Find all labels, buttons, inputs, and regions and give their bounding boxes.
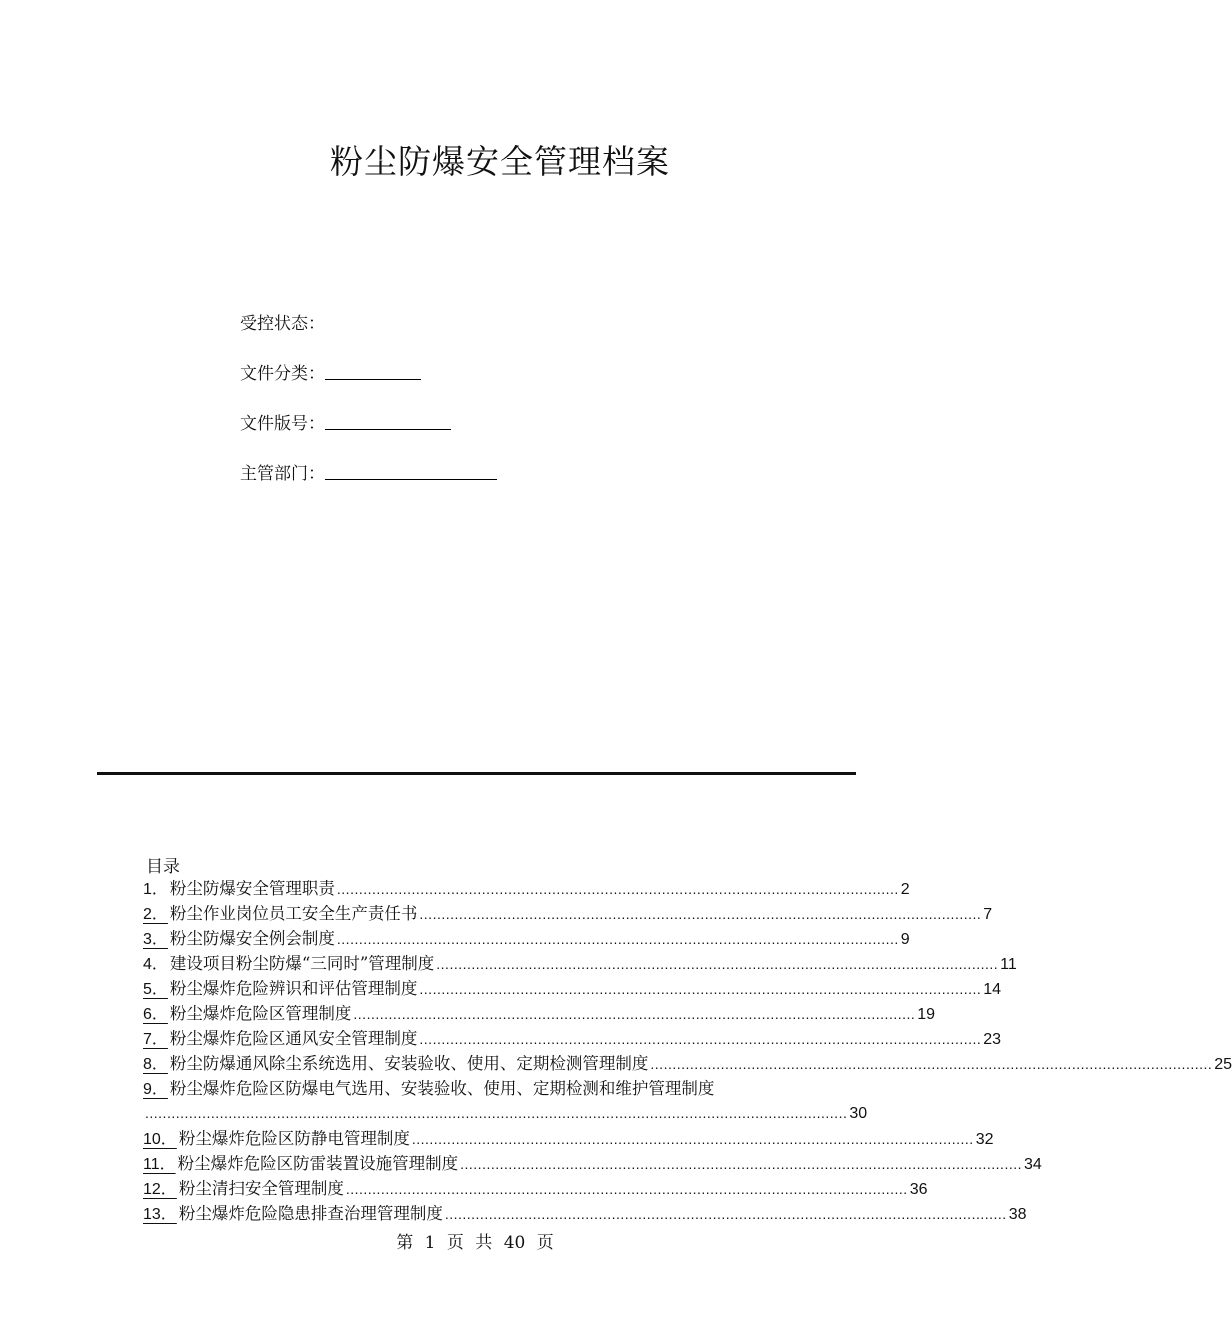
- toc-entry[interactable]: [143, 1176, 928, 1201]
- toc-page: 25: [1214, 1056, 1232, 1073]
- toc-leader: ................................................................................................................................: [460, 1156, 1022, 1172]
- toc-page: 32: [975, 1131, 994, 1148]
- toc-title: 粉尘爆炸危险区防爆电气选用、安装验收、使用、定期检测和维护管理制度: [169, 1079, 715, 1098]
- toc-entry[interactable]: [143, 951, 1017, 976]
- field-label: 主管部门：: [240, 464, 325, 484]
- toc-leader: ................................................................................................................................: [444, 1206, 1007, 1222]
- field-label: 文件版号：: [240, 414, 325, 434]
- toc-leader: ................................................................................................................................: [336, 931, 899, 947]
- toc-title: 粉尘清扫安全管理制度: [178, 1179, 344, 1198]
- toc-number: 10．: [143, 1131, 177, 1148]
- toc-leader: ................................................................................................................................: [336, 881, 899, 897]
- toc-leader: ................................................................................................................................: [419, 906, 982, 922]
- field-file-version: [240, 406, 451, 434]
- toc-leader: ................................................................................................................................................................: [145, 1105, 848, 1121]
- toc-page: 9: [900, 931, 910, 948]
- document-title: 粉尘防爆安全管理档案: [330, 142, 670, 181]
- toc-entry[interactable]: [143, 876, 910, 901]
- toc-leader: ................................................................................................................................: [411, 1131, 974, 1147]
- field-label: 文件分类：: [240, 364, 325, 384]
- toc-page: 30: [849, 1105, 868, 1122]
- toc-leader: ................................................................................................................................: [353, 1006, 916, 1022]
- toc-title: 粉尘防爆安全例会制度: [169, 929, 335, 948]
- field-department: [240, 456, 497, 484]
- toc-entry[interactable]: [143, 1151, 1042, 1176]
- toc-number: 1．: [143, 881, 168, 898]
- toc-entry[interactable]: [143, 1051, 1232, 1076]
- toc-number: 2．: [143, 906, 168, 923]
- toc-title: 粉尘爆炸危险隐患排查治理管理制度: [178, 1204, 443, 1223]
- toc-entry[interactable]: [143, 1076, 807, 1101]
- toc-number: 12．: [143, 1181, 177, 1198]
- toc-title: 建设项目粉尘防爆“三同时”管理制度: [169, 954, 435, 973]
- toc-entry[interactable]: [143, 926, 910, 951]
- toc-page: 11: [1000, 956, 1017, 973]
- toc-page: 38: [1008, 1206, 1027, 1223]
- toc-title: 粉尘防爆通风除尘系统选用、安装验收、使用、定期检测管理制度: [169, 1054, 649, 1073]
- toc-entry[interactable]: [143, 976, 1002, 1001]
- toc-leader: ................................................................................................................................: [419, 1031, 982, 1047]
- toc-entry-continued[interactable]: [143, 1101, 868, 1126]
- toc-entry[interactable]: [143, 1201, 1027, 1226]
- blank-line: [325, 409, 451, 430]
- toc-number: 6．: [143, 1006, 168, 1023]
- toc-leader: ................................................................................................................................: [436, 956, 999, 972]
- toc-page: 19: [917, 1006, 936, 1023]
- toc-title: 粉尘作业岗位员工安全生产责任书: [169, 904, 418, 923]
- toc-title: 粉尘爆炸危险区通风安全管理制度: [169, 1029, 418, 1048]
- toc-heading: 目录: [146, 857, 180, 877]
- field-file-category: [240, 356, 421, 384]
- toc-number: 9．: [143, 1081, 168, 1098]
- toc-leader: ................................................................................................................................: [419, 981, 982, 997]
- toc-entry[interactable]: [143, 1126, 994, 1151]
- toc-number: 13．: [143, 1206, 177, 1223]
- toc-title: 粉尘爆炸危险辨识和评估管理制度: [169, 979, 418, 998]
- toc-number: 8．: [143, 1056, 168, 1073]
- toc-entry[interactable]: [143, 901, 993, 926]
- toc-page: 7: [983, 906, 993, 923]
- toc-page: 14: [983, 981, 1002, 998]
- toc-page: 34: [1024, 1156, 1042, 1173]
- toc-entry[interactable]: [143, 1026, 1002, 1051]
- toc-number: 7．: [143, 1031, 168, 1048]
- toc-entry[interactable]: [143, 1001, 936, 1026]
- toc-number: 3．: [143, 931, 168, 948]
- toc-page: 2: [900, 881, 910, 898]
- toc-page: 36: [909, 1181, 928, 1198]
- toc-page: 23: [983, 1031, 1002, 1048]
- toc-leader: ................................................................................................................................: [650, 1056, 1213, 1072]
- toc-title: 粉尘爆炸危险区防静电管理制度: [178, 1129, 410, 1148]
- toc-title: 粉尘防爆安全管理职责: [169, 879, 335, 898]
- blank-line: [325, 459, 497, 480]
- page-footer: 第 1 页 共 40 页: [396, 1233, 554, 1253]
- toc-number: 11．: [143, 1156, 176, 1173]
- horizontal-rule: [97, 772, 856, 775]
- toc-number: 5．: [143, 981, 168, 998]
- field-control-status: [240, 306, 325, 334]
- field-label: 受控状态：: [240, 314, 325, 334]
- toc-leader: ................................................................................................................................: [345, 1181, 908, 1197]
- table-of-contents: [143, 876, 1232, 1226]
- toc-title: 粉尘爆炸危险区防雷装置设施管理制度: [177, 1154, 459, 1173]
- toc-title: 粉尘爆炸危险区管理制度: [169, 1004, 352, 1023]
- blank-line: [325, 359, 421, 380]
- toc-number: 4．: [143, 956, 168, 973]
